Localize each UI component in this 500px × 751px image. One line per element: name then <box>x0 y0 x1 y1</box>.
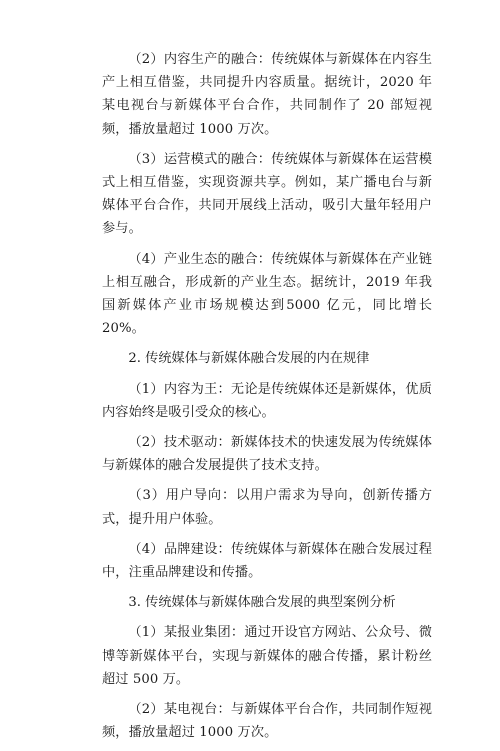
para-content-production: （2）内容生产的融合：传统媒体与新媒体在内容生产上相互借鉴，共同提升内容质量。据统计，2020 年某电视台与新媒体平台合作，共同制作了 20 部短视频，播放量超过 1000 万次。 <box>102 52 432 137</box>
para-industry-ecology: （4）产业生态的融合：传统媒体与新媒体在产业链上相互融合，形成新的产业生态。据统计，2019 年我国新媒体产业市场规模达到5000 亿元，同比增长 20%。 <box>102 251 432 337</box>
para-user-oriented: （3）用户导向：以用户需求为导向，创新传播方式，提升用户体验。 <box>102 488 432 527</box>
section-heading-case-analysis: 3. 传统媒体与新媒体融合发展的典型案例分析 <box>128 595 396 611</box>
document-body <box>102 48 432 751</box>
section-heading-inner-laws: 2. 传统媒体与新媒体融合发展的内在规律 <box>128 351 370 367</box>
para-brand-building: （4）品牌建设：传统媒体与新媒体在融合发展过程中，注重品牌建设和传播。 <box>102 541 432 581</box>
para-tv-station: （2）某电视台：与新媒体平台合作，共同制作短视频，播放量超过 1000 万次。 <box>102 702 432 741</box>
para-content-king: （1）内容为王：无论是传统媒体还是新媒体，优质内容始终是吸引受众的核心。 <box>102 381 432 420</box>
para-newspaper-group: （1）某报业集团：通过开设官方网站、公众号、微博等新媒体平台，实现与新媒体的融合传播，累计粉丝超过 500 万。 <box>102 625 432 687</box>
para-tech-driven: （2）技术驱动：新媒体技术的快速发展为传统媒体与新媒体的融合发展提供了技术支持。 <box>102 435 432 474</box>
para-operation-mode: （3）运营模式的融合：传统媒体与新媒体在运营模式上相互借鉴，实现资源共享。例如，某广播电台与新媒体平台合作，共同开展线上活动，吸引大量年轻用户参与。 <box>102 151 432 237</box>
